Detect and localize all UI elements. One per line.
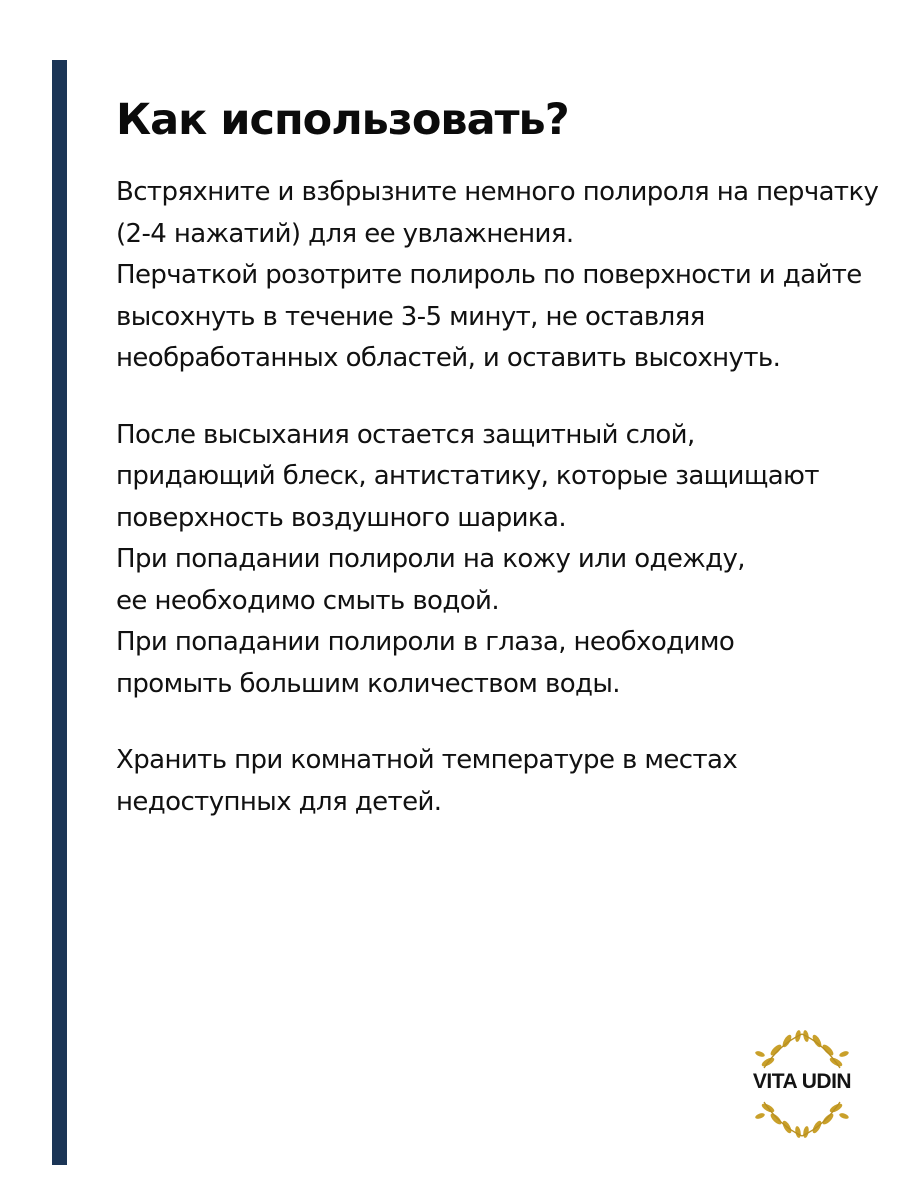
text-line: необработанных областей, и оставить высохнуть. — [116, 343, 781, 373]
text-line: высохнуть в течение 3-5 минут, не оставляя — [116, 301, 705, 332]
paragraph-usage — [116, 172, 879, 380]
accent-side-bar — [52, 60, 67, 1165]
instructions-body — [116, 172, 879, 858]
text-line: При попадании полироли в глаза, необходимо — [116, 627, 735, 657]
text-line: ее необходимо смыть водой. — [116, 585, 499, 616]
brand-logo — [740, 1028, 864, 1140]
text-line: Хранить при комнатной температуре в местах — [116, 745, 738, 775]
logo-wordmark: VITA UDIN — [752, 1070, 852, 1093]
text-line: Перчаткой розотрите полироль по поверхности и дайте — [116, 260, 862, 290]
text-line: придающий блеск, антистатику, которые защищают — [116, 461, 819, 491]
text-line: При попадании полироли на кожу или одежду, — [116, 544, 745, 574]
text-line: поверхность воздушного шарика. — [116, 502, 567, 533]
paragraph-storage — [116, 740, 876, 823]
paragraph-safety — [116, 415, 876, 706]
text-line: Встряхните и взбрызните немного полироля на перчатку — [116, 177, 879, 207]
page-title: Как использовать? — [116, 95, 569, 145]
text-line: недоступных для детей. — [116, 786, 442, 817]
text-line: (2-4 нажатий) для ее увлажнения. — [116, 218, 574, 249]
text-line: промыть большим количеством воды. — [116, 668, 620, 699]
text-line: После высыхания остается защитный слой, — [116, 419, 695, 450]
